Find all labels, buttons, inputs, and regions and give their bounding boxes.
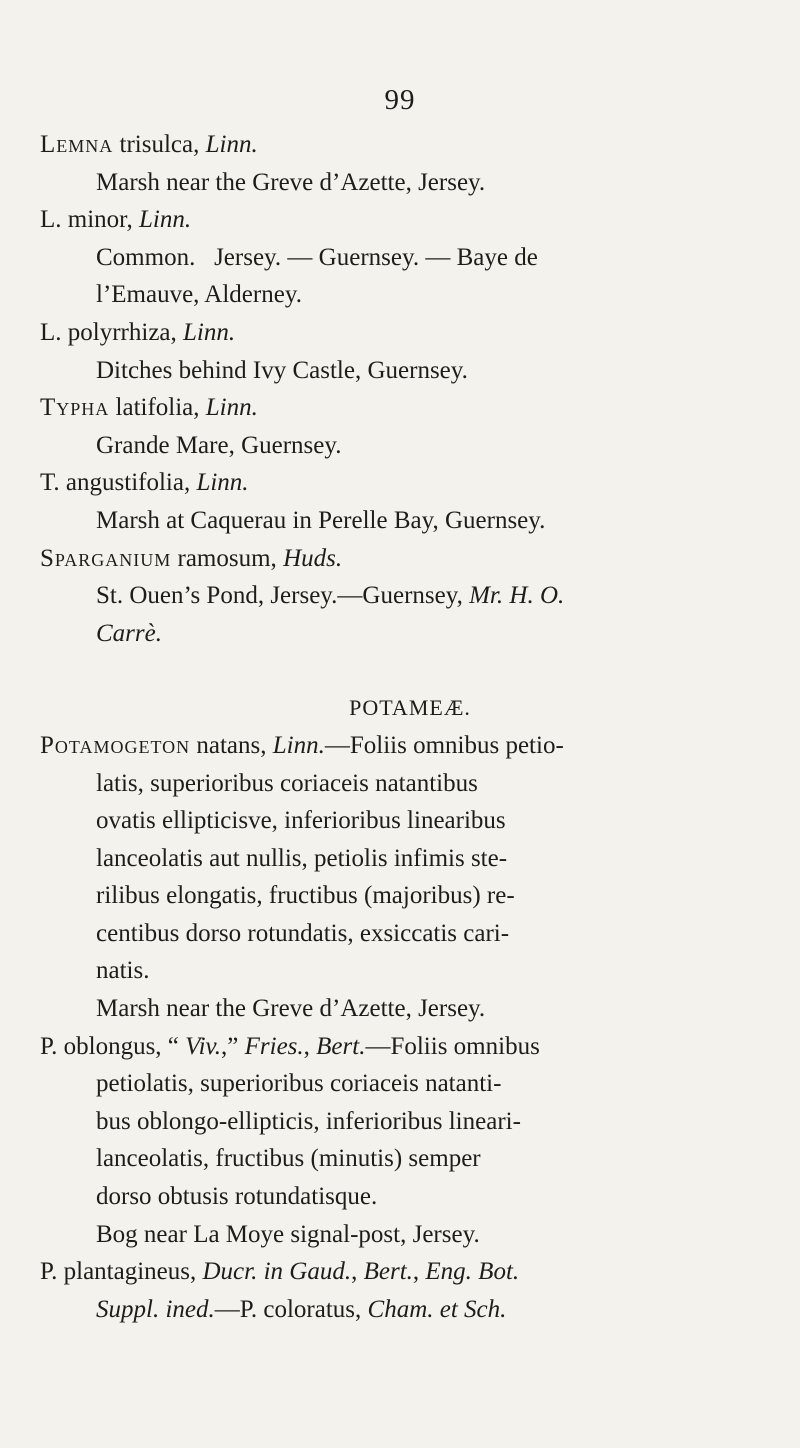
- locality-line: Bog near La Moye signal-post, Jersey.: [96, 1220, 480, 1248]
- genus-abbr: T.: [40, 469, 60, 497]
- collector-name: Mr. H. O.: [469, 582, 565, 610]
- entry-potamogeton-oblongus: [40, 1028, 740, 1066]
- genus-name: Sparganium: [40, 544, 172, 572]
- species-name: latifolia,: [109, 394, 206, 422]
- entry-lemna-trisulca: [40, 126, 740, 164]
- authority: Ducr. in Gaud.: [202, 1258, 352, 1286]
- punctuation: ,: [303, 1032, 317, 1060]
- locality-line: [40, 615, 740, 653]
- locality-line: l’Emauve, Alderney.: [96, 281, 302, 309]
- entry-typha-angustifolia: [40, 464, 740, 502]
- species-name: polyrrhiza,: [61, 318, 184, 346]
- authority: Linn.: [205, 394, 258, 422]
- genus-name: Potamogeton: [40, 731, 191, 759]
- locality-line: Marsh near the Greve d’Azette, Jersey.: [96, 168, 486, 196]
- locality-text: St. Ouen’s Pond, Jersey.—Guernsey,: [96, 582, 470, 610]
- locality-line: Common. Jersey. — Guernsey. — Baye de: [96, 243, 538, 271]
- entry-lemna-minor: [40, 201, 740, 239]
- synonym-text: —P. coloratus,: [214, 1295, 368, 1323]
- reference: Eng. Bot.: [425, 1258, 520, 1286]
- species-name: natans,: [190, 731, 273, 759]
- locality-line: [40, 577, 740, 615]
- description-text: —Foliis omnibus petio-: [324, 731, 564, 759]
- entry-typha-latifolia: [40, 389, 740, 427]
- entry-potamogeton-plantagineus: [40, 1253, 740, 1291]
- authority: Viv.: [185, 1032, 222, 1060]
- reference: Suppl. ined.: [96, 1295, 215, 1323]
- authority: Linn.: [272, 731, 325, 759]
- locality-line: Ditches behind Ivy Castle, Guernsey.: [96, 356, 468, 384]
- authority: Bert.: [363, 1258, 413, 1286]
- authority: Cham. et Sch.: [367, 1295, 507, 1323]
- description-line: bus oblongo-ellipticis, inferioribus lineari-: [96, 1107, 521, 1135]
- authority: Linn.: [196, 469, 249, 497]
- locality-line: Grande Mare, Guernsey.: [96, 431, 342, 459]
- species-name: angustifolia,: [59, 469, 197, 497]
- description-line: dorso obtusis rotundatisque.: [96, 1183, 378, 1211]
- description-line: natis.: [96, 957, 150, 985]
- description-line: ovatis ellipticisve, inferioribus linearibus: [96, 807, 506, 835]
- reference-line: [40, 1291, 740, 1329]
- description-line: latis, superioribus coriaceis natantibus: [96, 769, 478, 797]
- authority: Linn.: [139, 206, 192, 234]
- section-heading: POTAMEÆ.: [349, 695, 471, 721]
- description-line: centibus dorso rotundatis, exsiccatis cari-: [96, 919, 510, 947]
- authority: Linn.: [205, 131, 258, 158]
- locality-line: Marsh near the Greve d’Azette, Jersey.: [96, 995, 486, 1023]
- description-line: petiolatis, superioribus coriaceis natanti-: [96, 1070, 502, 1098]
- collector-name: Carrè.: [96, 619, 162, 647]
- genus-abbr: L.: [40, 206, 62, 234]
- species-name: P. oblongus, “: [40, 1032, 186, 1060]
- species-name: ramosum,: [171, 544, 284, 572]
- species-name: P. plantagineus,: [40, 1258, 203, 1286]
- page-text: [40, 126, 740, 1328]
- authority: Linn.: [183, 318, 236, 346]
- genus-name: Typha: [40, 394, 110, 422]
- punctuation: ,”: [221, 1032, 245, 1060]
- page-number: 99: [384, 84, 416, 116]
- species-name: trisulca,: [113, 131, 206, 158]
- punctuation: ,: [351, 1258, 364, 1286]
- entry-potamogeton-natans: [40, 727, 740, 765]
- authority: Bert.: [316, 1032, 366, 1060]
- genus-abbr: L.: [40, 318, 62, 346]
- punctuation: ,: [412, 1258, 426, 1286]
- entry-sparganium-ramosum: [40, 540, 740, 578]
- locality-line: Marsh at Caquerau in Perelle Bay, Guernsey.: [96, 506, 546, 534]
- genus-name: Lemna: [40, 131, 114, 158]
- species-name: minor,: [61, 206, 139, 234]
- entry-lemna-polyrrhiza: [40, 314, 740, 352]
- description-line: lanceolatis, fructibus (minutis) semper: [96, 1145, 481, 1173]
- authority: Fries.: [244, 1032, 304, 1060]
- description-line: lanceolatis aut nullis, petiolis infimis ste-: [96, 844, 508, 872]
- description-text: —Foliis omnibus: [365, 1032, 540, 1060]
- description-line: rilibus elongatis, fructibus (majoribus) re-: [96, 882, 515, 910]
- authority: Huds.: [283, 544, 343, 572]
